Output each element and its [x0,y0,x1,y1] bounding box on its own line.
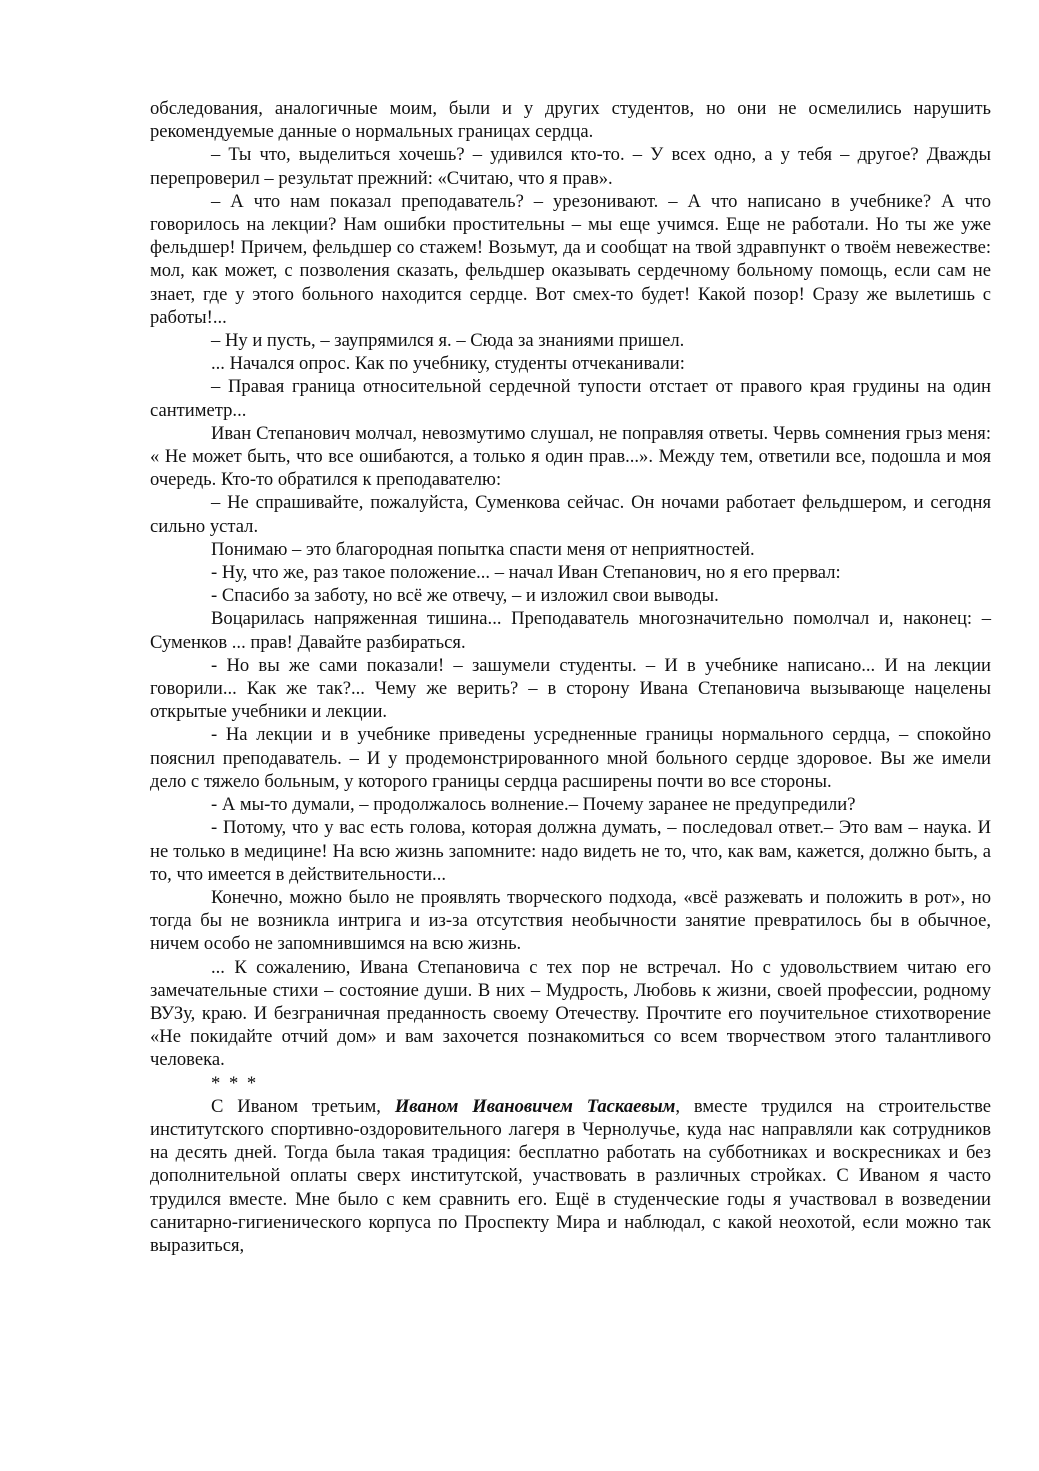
paragraph-1: обследования, аналогичные моим, были и у других студентов, но они не осмелились нарушить рекомендуемые данные о нормальных границах сердца. [150,98,991,143]
paragraph-19 [150,1095,991,1257]
paragraph-17: Конечно, можно было не проявлять творческого подхода, «всё разжевать и положить в рот», но тогда бы не возникла интрига и из-за отсутствия необычности занятие превратилось бы в обычное, ничем особо не запомнившимся на всю жизнь. [150,886,991,955]
paragraph-16: - Потому, что у вас есть голова, которая должна думать, – последовал ответ.– Это вам – наука. И не только в медицине! На всю жизнь запомните: надо видеть не то, что, как вам, кажется, должно быть, а то, что имеется в действительности... [150,817,991,885]
person-name-emphasis: Иваном Ивановичем Таскаевым [394,1095,676,1117]
paragraph-10: - Ну, что же, раз такое положение... – начал Иван Степанович, но я его прервал: [211,562,841,584]
paragraph-13: - Но вы же сами показали! – зашумели студенты. – И в учебнике написано... И на лекции говорили... Как же так?... Чему же верить? – в сторону Ивана Степановича вызывающе нацелены открытые учебники и лекции. [150,654,991,723]
paragraph-15: - А мы-то думали, – продолжалось волнение.– Почему заранее не предупредили? [211,794,856,816]
paragraph-19-rest: , вместе трудился на строительстве институтского спортивно-оздоровительного лагеря в Чернолучье, куда нас направляли как сотрудников на десять дней. Тогда была такая традиция: бесплатно работать на субботниках и воскресниках и без дополнительной оплаты сверх институтской, участвовать в различных стройках. С Иваном я часто трудился вместе. Мне было с кем сравнить его. Ещё в студенческие годы я участвовал в возведении санитарно-гигиенического корпуса по Проспекту Мира и наблюдал, с какой неохотой, если можно так выразиться, [150,1095,991,1256]
paragraph-8: – Не спрашивайте, пожалуйста, Суменкова сейчас. Он ночами работает фельдшером, и сегодня сильно устал. [150,492,991,537]
paragraph-19-start: С Иваном третьим, [211,1095,395,1117]
paragraph-6: – Правая граница относительной сердечной тупости отстает от правого края грудины на один сантиметр... [150,376,991,421]
paragraph-9: Понимаю – это благородная попытка спасти меня от неприятностей. [211,538,755,560]
paragraph-2: – Ты что, выделиться хочешь? – удивился кто-то. – У всех одно, а у тебя – другое? Дважды перепроверил – результат прежний: «Считаю, что я прав». [150,144,991,189]
paragraph-7: Иван Степанович молчал, невозмутимо слушал, не поправляя ответы. Червь сомнения грыз меня: « Не может быть, что все ошибаются, а только я один прав...». Между тем, ответили все, подошла и моя очередь. Кто-то обратился к преподавателю: [150,422,991,491]
paragraph-11: - Спасибо за заботу, но всё же отвечу, – и изложил свои выводы. [211,585,719,607]
section-separator: * * * [211,1072,259,1094]
paragraph-5: ... Начался опрос. Как по учебнику, студенты отчеканивали: [211,353,685,375]
paragraph-14: - На лекции и в учебнике приведены усредненные границы нормального сердца, – спокойно пояснил преподаватель. – И у продемонстрированного мной больного сердце здоровое. Вы же имели дело с тяжело больным, у которого границы сердца расширены почти во все стороны. [150,724,991,792]
document-page [150,97,991,1257]
paragraph-4: – Ну и пусть, – заупрямился я. – Сюда за знаниями пришел. [211,330,685,352]
paragraph-12: Воцарилась напряженная тишина... Преподаватель многозначительно помолчал и, наконец: – Суменков ... прав! Давайте разбираться. [150,608,991,653]
paragraph-18: ... К сожалению, Ивана Степановича с тех пор не встречал. Но с удовольствием читаю его замечательные стихи – состояние души. В них – Мудрость, Любовь к жизни, своей профессии, родному ВУЗу, краю. И безграничная преданность своему Отечеству. Прочтите его поучительное стихотворение «Не покидайте отчий дом» и вам захочется познакомиться со всем творчеством этого талантливого человека. [150,956,991,1071]
paragraph-3: – А что нам показал преподаватель? – урезонивают. – А что написано в учебнике? А что говорилось на лекции? Нам ошибки простительны – мы еще учимся. Еще не работали. Но ты же уже фельдшер! Причем, фельдшер со стажем! Возьмут, да и сообщат на твой здравпункт о твоём невежестве: мол, как может, с позволения сказать, фельдшер оказывать сердечному больному помощь, если сам не знает, где у этого больного находится сердце. Вот смех-то будет! Какой позор! Сразу же вылетишь с работы!... [150,190,991,328]
